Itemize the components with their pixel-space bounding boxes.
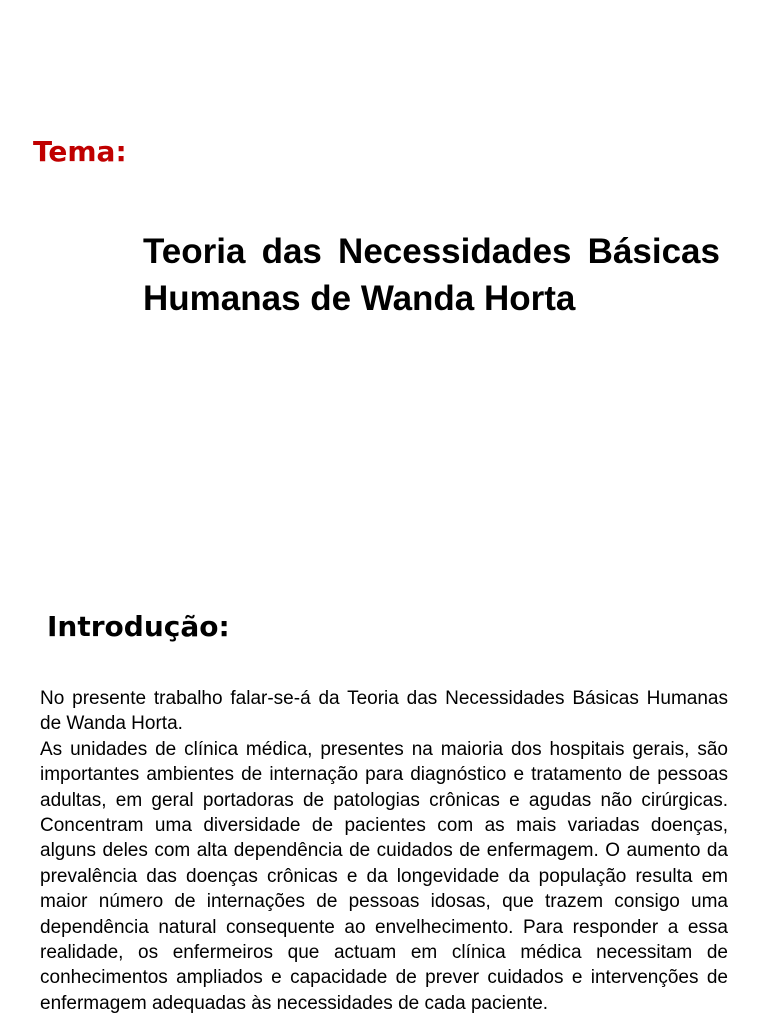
introduction-paragraph: No presente trabalho falar-se-á da Teoria das Necessidades Básicas Humanas de Wanda Horta. [40, 688, 728, 735]
document-title: Teoria das Necessidades Básicas Humanas de Wanda Horta [143, 232, 720, 318]
introduction-body [40, 686, 728, 1016]
introduction-heading: Introdução: [47, 610, 230, 643]
introduction-paragraph: As unidades de clínica médica, presentes na maioria dos hospitais gerais, são importantes ambientes de internação para diagnóstico e tratamento de pessoas adultas, em geral portadoras de patologias crônicas e agudas não cirúrgicas. Concentram uma diversidade de pacientes com as mais variadas doenças, alguns deles com alta dependência de cuidados de enfermagem. O aumento da prevalência das doenças crônicas e da longevidade da população resulta em maior número de internações de pessoas idosas, que trazem consigo uma dependência natural consequente ao envelhecimento. Para responder a essa realidade, os enfermeiros que actuam em clínica médica necessitam de conhecimentos ampliados e capacidade de prever cuidados e intervenções de enfermagem adequadas às necessidades de cada paciente. [40, 738, 728, 1014]
tema-label: Tema: [33, 135, 127, 168]
